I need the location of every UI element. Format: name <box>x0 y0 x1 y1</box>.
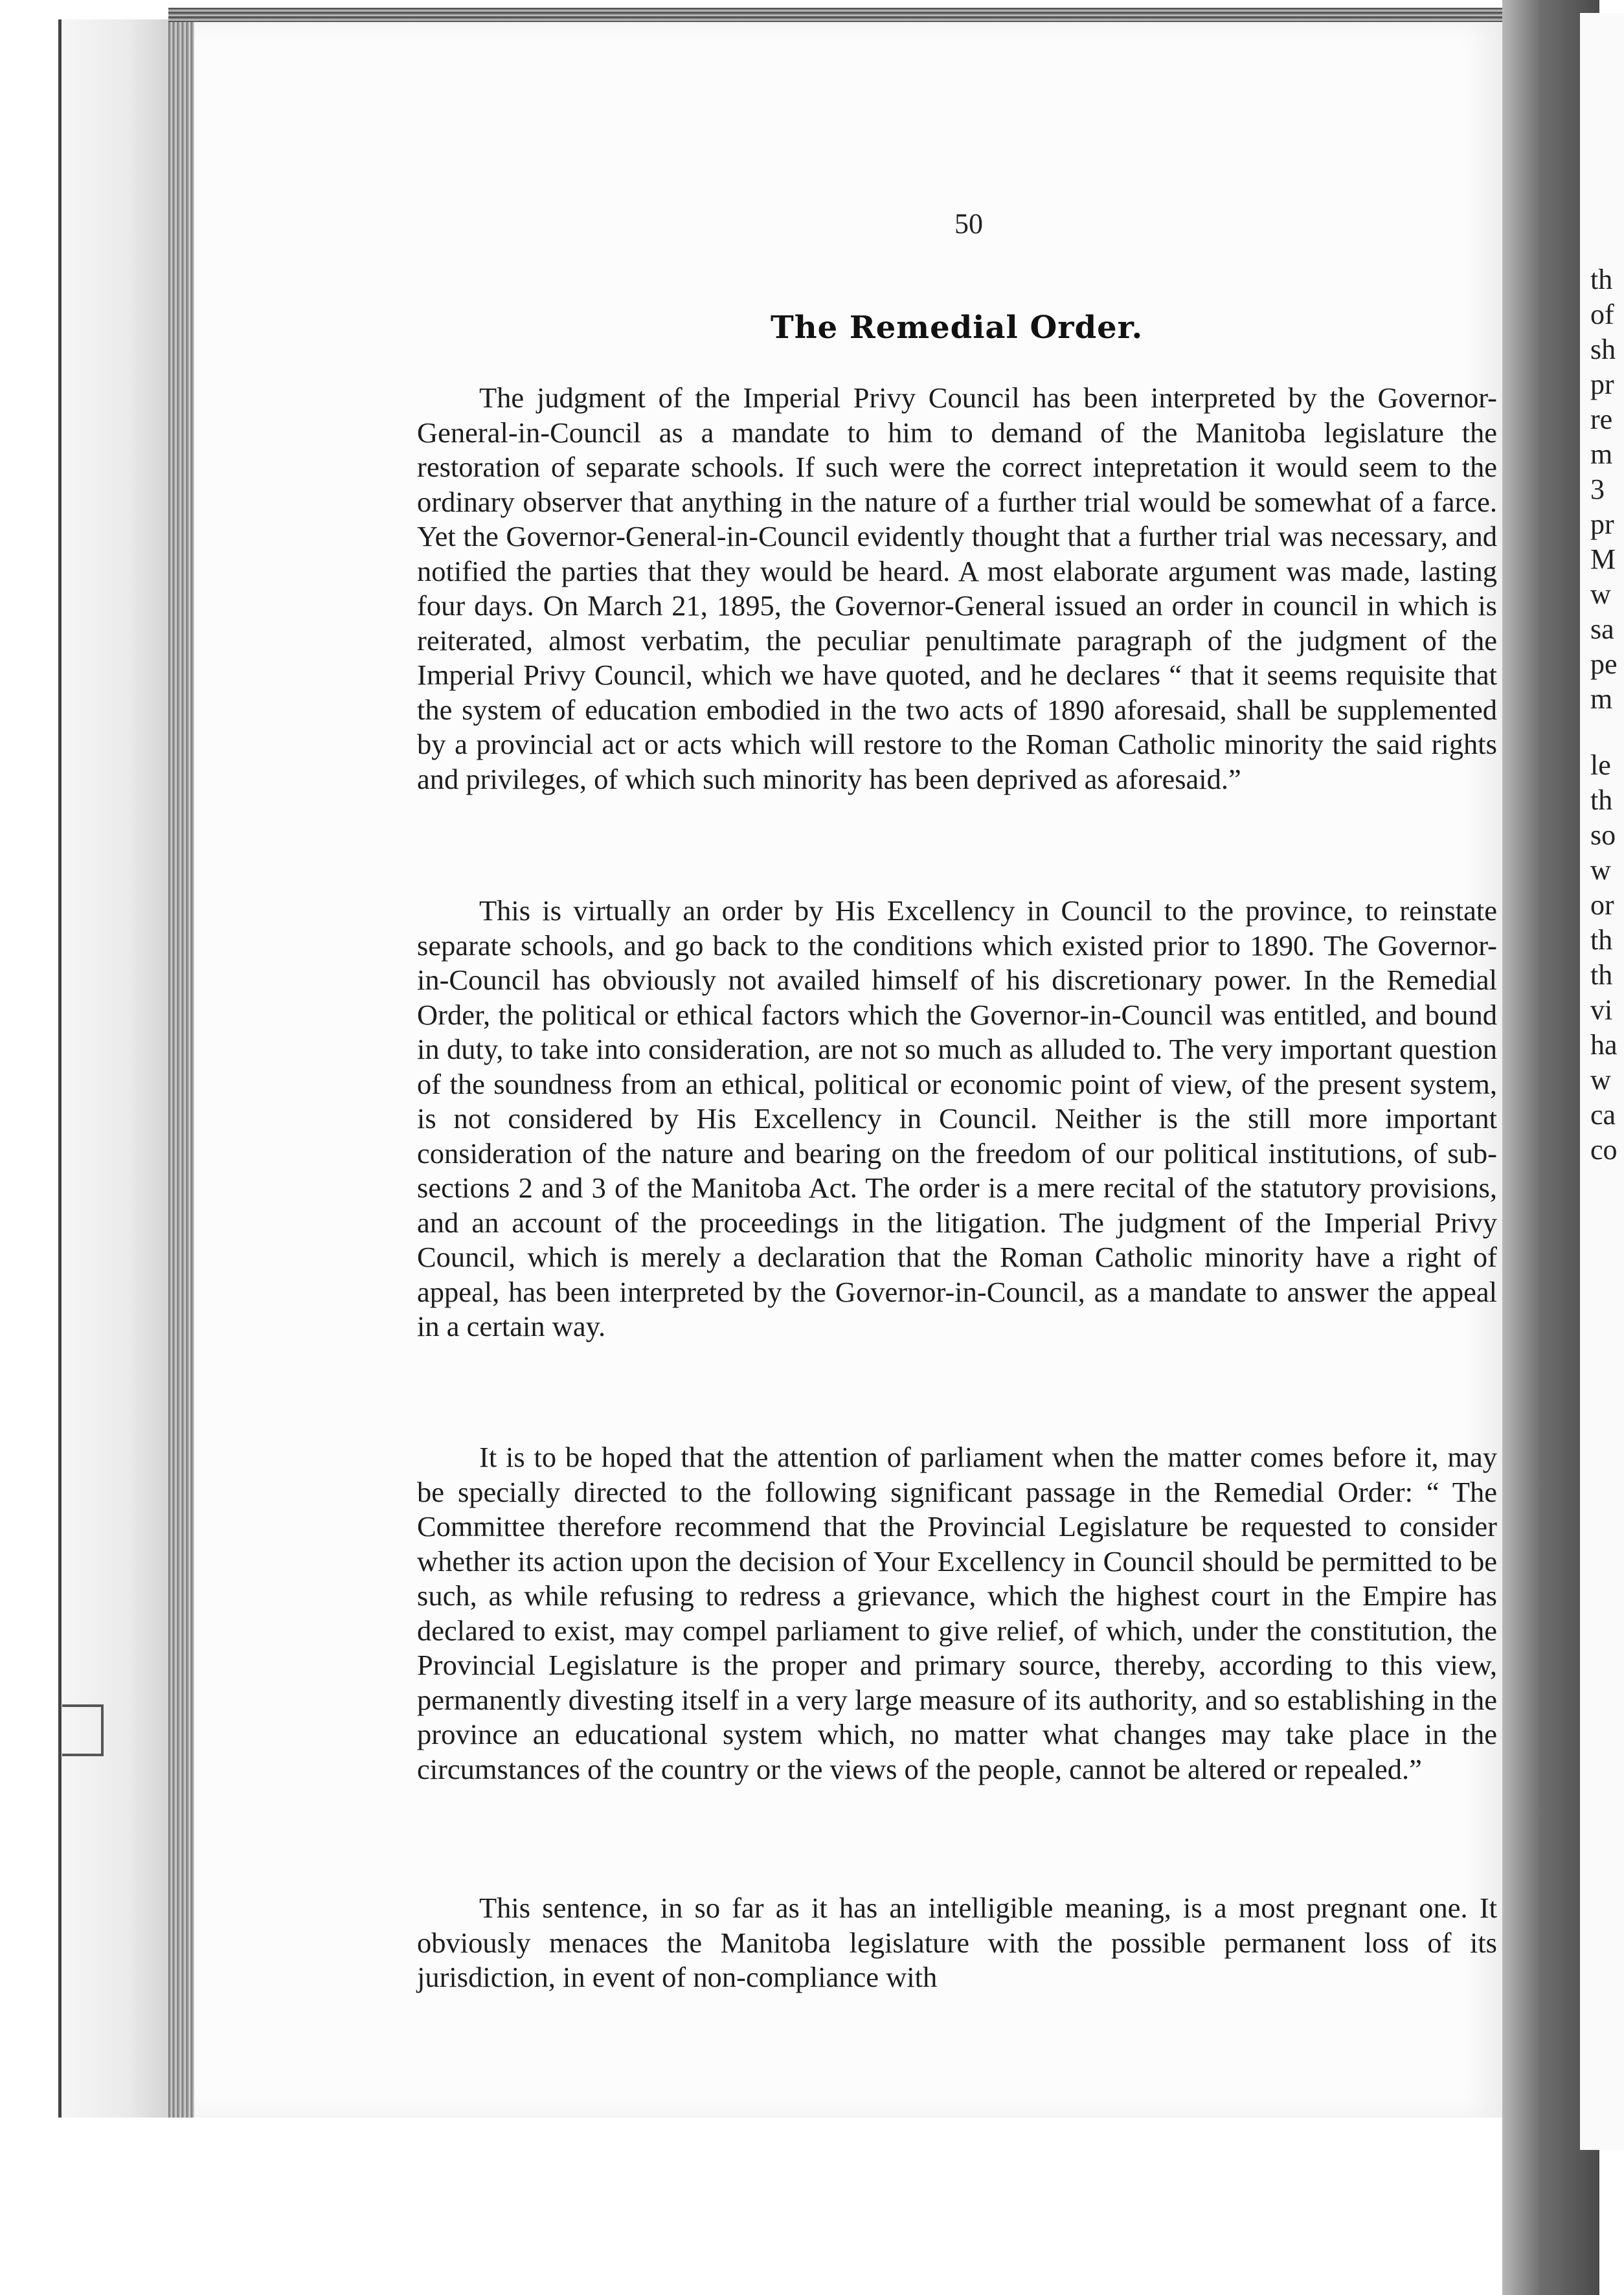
paragraph-text: This is virtually an order by His Excellency in Council to the province, to reinstate separate schools, and go back to the conditions which existed prior to 1890. The Governor-in-Council has obviously not availed himself of his discretionary power. In the Remedial Order, the political or ethical factors which the Governor-in-Council was entitled, and bound in duty, to take into consideration, are not so much as alluded to. The very important question of the soundness from an ethical, political or economic point of view, of the present system, is not considered by His Excellency in Council. Neither is the still more important consideration of the nature and bearing on the freedom of our political institutions, of sub-sections 2 and 3 of the Manitoba Act. The order is a mere recital of the statutory provisions, and an account of the proceedings in the litigation. The judgment of the Imperial Privy Council, which is merely a declaration that the Roman Catholic minority have a right of appeal, has been interpreted by the Governor-in-Council, as a mandate to answer the appeal in a certain way. <box>417 894 1497 1342</box>
next-page-fragment: le <box>1590 749 1611 781</box>
next-page-fragment: 3 <box>1590 473 1605 505</box>
next-page-fragment: m <box>1590 438 1613 470</box>
page-block-top-edge <box>168 8 1502 22</box>
next-page-fragment: th <box>1590 784 1613 816</box>
next-page-fragment: w <box>1590 854 1611 886</box>
next-page-fragment: th <box>1590 959 1613 991</box>
next-page-sliver <box>1580 13 1624 2150</box>
next-page-fragment: sa <box>1590 613 1614 645</box>
next-page-fragment: re <box>1590 403 1613 435</box>
next-page-fragment: w <box>1590 1064 1611 1096</box>
paragraph-text: This sentence, in so far as it has an intelligible meaning, is a most pregnant one. It obviously menaces the Manitoba legislature with the possible permanent loss of its jurisdiction, in event of non-compliance with <box>417 1892 1497 1993</box>
body-paragraph-3 <box>417 1440 1497 1787</box>
page-tab-marker <box>62 1704 104 1756</box>
next-page-fragment: pr <box>1590 368 1614 400</box>
page-number: 50 <box>954 208 983 240</box>
next-page-fragment: M <box>1590 543 1616 575</box>
next-page-fragment: th <box>1590 924 1613 956</box>
body-paragraph-4 <box>417 1891 1497 1995</box>
next-page-fragment: co <box>1590 1134 1618 1166</box>
next-page-fragment: m <box>1590 683 1613 715</box>
next-page-fragment: so <box>1590 819 1616 851</box>
page-block-edge <box>168 19 194 2118</box>
next-page-fragment: ha <box>1590 1029 1618 1061</box>
next-page-fragment: pr <box>1590 508 1614 540</box>
next-page-fragment: sh <box>1590 334 1616 365</box>
next-page-fragment: th <box>1590 264 1613 295</box>
next-page-fragment: ca <box>1590 1099 1616 1131</box>
next-page-fragment: pe <box>1590 648 1618 680</box>
body-paragraph-1 <box>417 381 1497 797</box>
paragraph-text: It is to be hoped that the attention of parliament when the matter comes before it, may be specially directed to the following significant passage in the Remedial Order: “ The Committee therefore recommend that the Provincial Legislature be requested to consider whether its action upon the decision of Your Excellency in Council should be permitted to be such, as while refusing to redress a grievance, which the highest court in the Empire has declared to exist, may compel parliament to give relief, of which, under the constitution, the Provincial Legislature is the proper and primary source, thereby, according to this view, permanently divesting itself in a very large measure of its authority, and so establishing in the province an educational system which, no matter what changes may take place in the circumstances of the country or the views of the people, cannot be altered or repealed.” <box>417 1441 1497 1785</box>
next-page-fragment: of <box>1590 299 1614 330</box>
next-page-fragment: w <box>1590 578 1611 610</box>
next-page-fragment: vi <box>1590 994 1613 1026</box>
left-page-shadow <box>62 19 172 2118</box>
section-heading: The Remedial Order. <box>771 310 1144 346</box>
paragraph-text: The judgment of the Imperial Privy Council has been interpreted by the Governor-General-in-Council as a mandate to him to demand of the Manitoba legislature the restoration of separate schools. If such were the correct intepretation it would seem to the ordinary observer that anything in the nature of a further trial would be somewhat of a farce. Yet the Governor-General-in-Council evidently thought that a further trial was necessary, and notified the parties that they would be heard. A most elaborate argument was made, lasting four days. On March 21, 1895, the Governor-General issued an order in council in which is reiterated, almost verbatim, the peculiar penultimate paragraph of the judgment of the Imperial Privy Council, which we have quoted, and he declares “ that it seems requisite that the system of education embodied in the two acts of 1890 aforesaid, shall be supplemented by a provincial act or acts which will restore to the Roman Catholic minority the said rights and privileges, of which such minority has been deprived as aforesaid.” <box>417 381 1497 795</box>
next-page-fragment: or <box>1590 889 1614 921</box>
body-paragraph-2 <box>417 894 1497 1344</box>
